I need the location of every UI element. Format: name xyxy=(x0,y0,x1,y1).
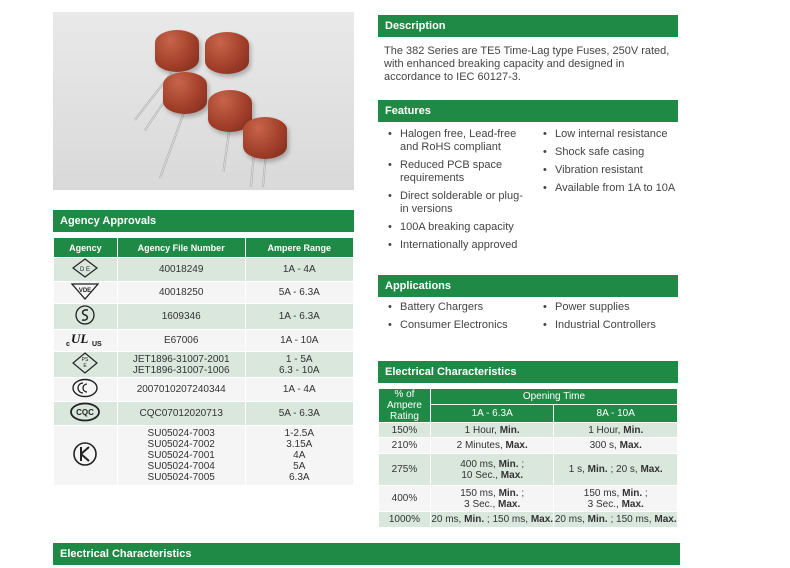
list-item: • Battery Chargers xyxy=(386,301,531,314)
agency-approvals-table xyxy=(53,237,354,486)
list-item: • Reduced PCB space requirements xyxy=(386,159,531,185)
file-number-cell: 40018250 xyxy=(117,282,245,304)
vde-icon xyxy=(71,282,99,300)
table-row xyxy=(54,282,354,304)
opening-time-cell: 300 s, Max. xyxy=(554,438,678,454)
description-header: Description xyxy=(378,15,678,37)
opening-time-cell: 1 s, Min. ; 20 s, Max. xyxy=(554,454,678,486)
col-rating-header: % of Ampere Rating xyxy=(379,389,431,423)
list-item: • Direct solderable or plug-in versions xyxy=(386,190,531,216)
svg-text:VDE: VDE xyxy=(79,288,92,294)
opening-time-cell: 1 Hour, Min. xyxy=(554,423,678,438)
opening-time-cell: 400 ms, Min. ; 10 Sec., Max. xyxy=(430,454,554,486)
file-number-cell: 2007010207240344 xyxy=(117,378,245,402)
electrical-characteristics-table xyxy=(378,388,678,528)
opening-time-cell: 20 ms, Min. ; 150 ms, Max. xyxy=(554,512,678,528)
agency-logo-cell xyxy=(54,282,118,304)
agency-logo-cell xyxy=(54,258,118,282)
description-text: The 382 Series are TE5 Time-Lag type Fuses, 250V rated, with enhanced breaking capacity and designed in accordance to IEC 60127-3. xyxy=(384,45,670,83)
list-item: • 100A breaking capacity xyxy=(386,221,531,234)
col-1a-6a-header: 1A - 6.3A xyxy=(430,404,554,422)
table-row xyxy=(379,512,678,528)
pse-icon xyxy=(72,258,98,278)
applications-list-right xyxy=(541,301,681,337)
agency-logo-cell xyxy=(54,426,118,486)
list-item: • Vibration resistant xyxy=(541,164,681,177)
list-item: • Industrial Controllers xyxy=(541,319,681,332)
agency-logo-cell xyxy=(54,304,118,330)
table-row xyxy=(54,378,354,402)
table-row xyxy=(379,438,678,454)
list-item: • Shock safe casing xyxy=(541,146,681,159)
semko-icon xyxy=(74,304,96,326)
fuse-image xyxy=(163,72,207,114)
applications-list-left xyxy=(386,301,531,337)
fuse-image xyxy=(205,32,249,74)
list-item: • Low internal resistance xyxy=(541,128,681,141)
fuse-lead xyxy=(222,132,230,172)
opening-time-cell: 150 ms, Min. ; 3 Sec., Max. xyxy=(430,486,554,512)
table-row xyxy=(54,352,354,378)
rating-cell: 400% xyxy=(379,486,431,512)
table-row xyxy=(54,426,354,486)
list-item: • Halogen free, Lead-free and RoHS compliant xyxy=(386,128,531,154)
kc-icon xyxy=(72,441,98,467)
svg-text:UL: UL xyxy=(71,331,89,346)
fuse-image xyxy=(243,117,287,159)
list-item: • Power supplies xyxy=(541,301,681,314)
fuse-lead xyxy=(159,112,185,178)
list-item: • Consumer Electronics xyxy=(386,319,531,332)
agency-col-header: Agency xyxy=(54,238,118,258)
rating-cell: 150% xyxy=(379,423,431,438)
file-number-cell: CQC07012020713 xyxy=(117,402,245,426)
agency-logo-cell xyxy=(54,402,118,426)
rating-cell: 275% xyxy=(379,454,431,486)
table-row xyxy=(379,486,678,512)
list-item: • Available from 1A to 10A xyxy=(541,182,681,195)
electrical-characteristics-header: Electrical Characteristics xyxy=(378,361,678,383)
fuse-image xyxy=(155,30,199,72)
product-photo xyxy=(53,12,354,190)
pse-diamond-icon xyxy=(72,352,98,374)
rating-cell: 1000% xyxy=(379,512,431,528)
table-row xyxy=(54,402,354,426)
features-header: Features xyxy=(378,100,678,122)
file-number-cell: 1609346 xyxy=(117,304,245,330)
ampere-range-cell: 5A - 6.3A xyxy=(245,282,353,304)
svg-text:PS: PS xyxy=(82,357,89,363)
svg-text:c: c xyxy=(66,341,71,348)
agency-logo-cell xyxy=(54,330,118,352)
table-row xyxy=(54,258,354,282)
features-list-left xyxy=(386,128,531,257)
table-row xyxy=(54,330,354,352)
cqc-icon xyxy=(69,402,101,422)
file-number-cell: E67006 xyxy=(117,330,245,352)
svg-text:CQC: CQC xyxy=(76,408,95,417)
table-row xyxy=(379,423,678,438)
file-number-col-header: Agency File Number xyxy=(117,238,245,258)
file-number-cell: JET1896-31007-2001 JET1896-31007-1006 xyxy=(117,352,245,378)
ampere-range-col-header: Ampere Range xyxy=(245,238,353,258)
svg-text:D E: D E xyxy=(80,267,91,273)
svg-text:E: E xyxy=(83,363,88,369)
ampere-range-cell: 1A - 10A xyxy=(245,330,353,352)
agency-approvals-header: Agency Approvals xyxy=(53,210,354,232)
opening-time-cell: 20 ms, Min. ; 150 ms, Max. xyxy=(430,512,554,528)
col-8a-10a-header: 8A - 10A xyxy=(554,404,678,422)
applications-header: Applications xyxy=(378,275,678,297)
ampere-range-cell: 1A - 4A xyxy=(245,258,353,282)
features-list-right xyxy=(541,128,681,200)
agency-logo-cell xyxy=(54,352,118,378)
cul-us-icon xyxy=(65,330,105,348)
file-number-cell: SU05024-7003 SU05024-7002 SU05024-7001 SU05024-7004 SU05024-7005 xyxy=(117,426,245,486)
ampere-range-cell: 1 - 5A 6.3 - 10A xyxy=(245,352,353,378)
file-number-cell: 40018249 xyxy=(117,258,245,282)
rating-cell: 210% xyxy=(379,438,431,454)
opening-time-cell: 150 ms, Min. ; 3 Sec., Max. xyxy=(554,486,678,512)
opening-time-cell: 1 Hour, Min. xyxy=(430,423,554,438)
table-row xyxy=(379,454,678,486)
ampere-range-cell: 1A - 4A xyxy=(245,378,353,402)
svg-text:US: US xyxy=(92,341,103,348)
ampere-range-cell: 1-2.5A 3.15A 4A 5A 6.3A xyxy=(245,426,353,486)
opening-time-header: Opening Time xyxy=(430,389,677,405)
list-item: • Internationally approved xyxy=(386,239,531,252)
ccc-icon xyxy=(71,378,99,398)
ampere-range-cell: 1A - 6.3A xyxy=(245,304,353,330)
ampere-range-cell: 5A - 6.3A xyxy=(245,402,353,426)
opening-time-cell: 2 Minutes, Max. xyxy=(430,438,554,454)
electrical-characteristics-bottom-header: Electrical Characteristics xyxy=(53,543,680,565)
table-row xyxy=(54,304,354,330)
agency-logo-cell xyxy=(54,378,118,402)
